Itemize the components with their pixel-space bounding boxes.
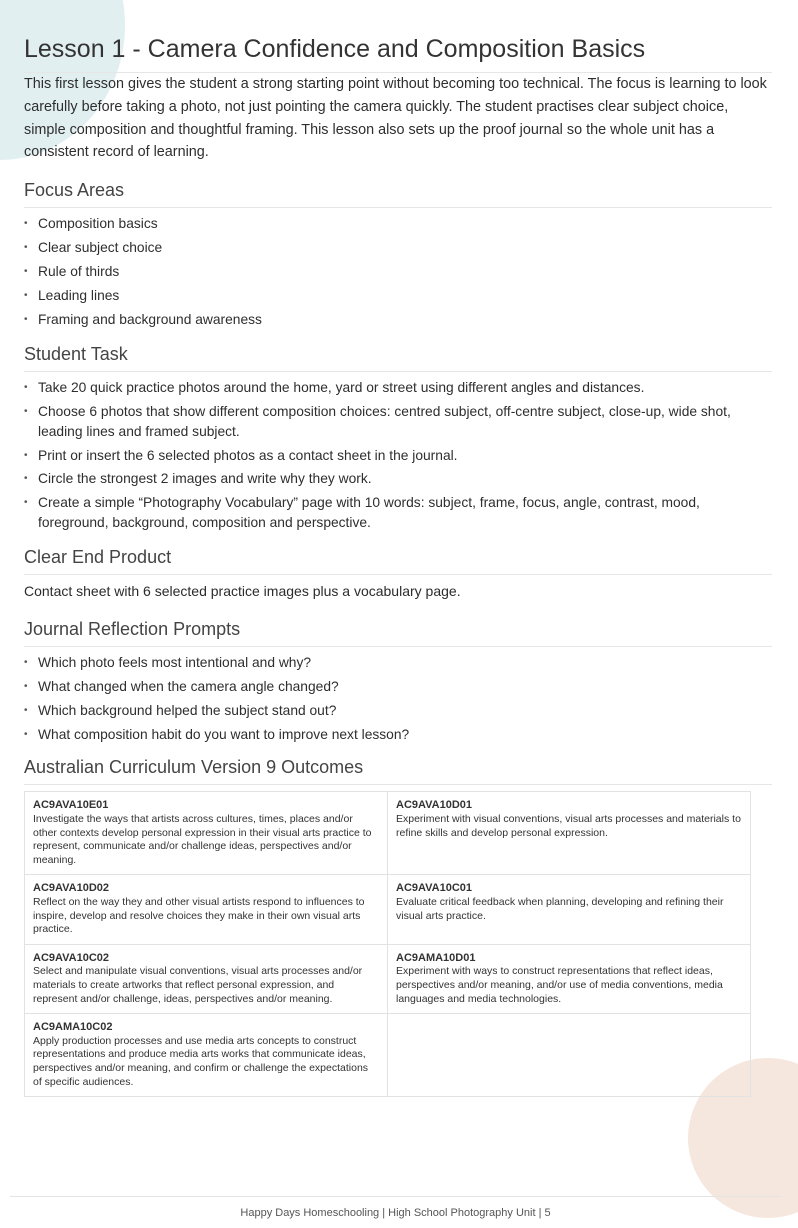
end-product-text: Contact sheet with 6 selected practice images plus a vocabulary page. <box>24 583 461 600</box>
outcome-code: AC9AVA10D02 <box>33 882 110 895</box>
list-item: • What changed when the camera angle changed? <box>24 677 772 697</box>
lesson-title: Lesson 1 - Camera Confidence and Composition Basics <box>24 34 772 73</box>
outcome-text: Experiment with ways to construct representations that reflect ideas, perspectives and/or meaning, and/or use of media conventions, media languages and media technologies. <box>396 965 723 1005</box>
focus-areas-heading: Focus Areas <box>24 179 772 208</box>
outcome-cell <box>25 944 388 1013</box>
outcome-text: Investigate the ways that artists across cultures, times, places and/or other contexts develop personal expression in their visual arts practice to represent, communicate and/or challenge ideas, perspectives and/or meaning. <box>33 813 372 866</box>
outcome-text: Reflect on the way they and other visual artists respond to influences to inspire, develop and resolve choices they make in their own visual arts practice. <box>33 896 365 936</box>
outcome-text: Select and manipulate visual conventions, visual arts processes and/or materials to create artworks that reflect personal expression, and represent and/or challenge, ideas, perspectives and/or meaning. <box>33 965 363 1005</box>
outcome-cell <box>388 944 751 1013</box>
list-item: • Print or insert the 6 selected photos as a contact sheet in the journal. <box>24 446 772 466</box>
outcome-cell <box>388 792 751 875</box>
list-item: • Framing and background awareness <box>24 310 772 330</box>
end-product-heading: Clear End Product <box>24 546 772 575</box>
list-item: • Rule of thirds <box>24 262 772 282</box>
end-product-section <box>24 546 772 601</box>
list-item: • Clear subject choice <box>24 238 772 258</box>
focus-areas-list <box>24 214 772 329</box>
outcome-cell <box>25 875 388 944</box>
outcome-code: AC9AVA10C01 <box>396 882 473 895</box>
list-item: • Which background helped the subject stand out? <box>24 701 772 721</box>
outcome-cell <box>25 792 388 875</box>
table-row <box>25 944 751 1013</box>
outcome-cell <box>388 875 751 944</box>
outcome-text: Experiment with visual conventions, visual arts processes and materials to refine skills and develop personal expression. <box>396 813 741 839</box>
reflection-prompts-list <box>24 653 772 744</box>
table-row <box>25 792 751 875</box>
reflection-prompts-heading: Journal Reflection Prompts <box>24 618 772 647</box>
table-row <box>25 875 751 944</box>
empty-cell <box>388 1014 751 1097</box>
list-item: • Take 20 quick practice photos around the home, yard or street using different angles and distances. <box>24 378 772 398</box>
list-item: • Leading lines <box>24 286 772 306</box>
lesson-intro: This first lesson gives the student a strong starting point without becoming too technical. The focus is learning to look carefully before taking a photo, not just pointing the camera quickly. The student practises clear subject choice, simple composition and thoughtful framing. This lesson also sets up the proof journal so the whole unit has a consistent record of learning. <box>24 76 767 161</box>
student-task-heading: Student Task <box>24 343 772 372</box>
outcome-code: AC9AVA10D01 <box>396 799 473 812</box>
outcome-cell <box>25 1014 388 1097</box>
list-item: • What composition habit do you want to improve next lesson? <box>24 725 772 745</box>
outcome-code: AC9AVA10C02 <box>33 951 110 964</box>
outcome-code: AC9AMA10D01 <box>396 951 476 964</box>
outcome-text: Apply production processes and use media arts concepts to construct representations and produce media arts works that communicate ideas, perspectives and/or meaning, and confirm or challenge the expectations of specific audiences. <box>33 1034 369 1088</box>
outcome-text: Evaluate critical feedback when planning, developing and refining their visual arts practice. <box>396 896 724 922</box>
list-item: • Circle the strongest 2 images and write why they work. <box>24 469 772 489</box>
focus-areas-section <box>24 179 772 329</box>
list-item: • Create a simple “Photography Vocabulary” page with 10 words: subject, frame, focus, angle, contrast, mood, foreground, background, composition and perspective. <box>24 493 772 532</box>
list-item: • Which photo feels most intentional and why? <box>24 653 772 673</box>
list-item: • Choose 6 photos that show different composition choices: centred subject, off-centre subject, close-up, wide shot, leading lines and framed subject. <box>24 402 772 441</box>
page-footer: Happy Days Homeschooling | High School Photography Unit | 5 <box>10 1196 781 1219</box>
student-task-section <box>24 343 772 532</box>
table-row <box>25 1014 751 1097</box>
outcomes-table <box>24 791 751 1097</box>
student-task-list <box>24 378 772 532</box>
outcomes-heading: Australian Curriculum Version 9 Outcomes <box>24 756 772 785</box>
reflection-prompts-section <box>24 618 772 744</box>
outcome-code: AC9AVA10E01 <box>33 799 109 812</box>
outcome-code: AC9AMA10C02 <box>33 1021 113 1034</box>
outcomes-section <box>24 756 772 1097</box>
lesson-content <box>24 0 772 1097</box>
list-item: • Composition basics <box>24 214 772 234</box>
